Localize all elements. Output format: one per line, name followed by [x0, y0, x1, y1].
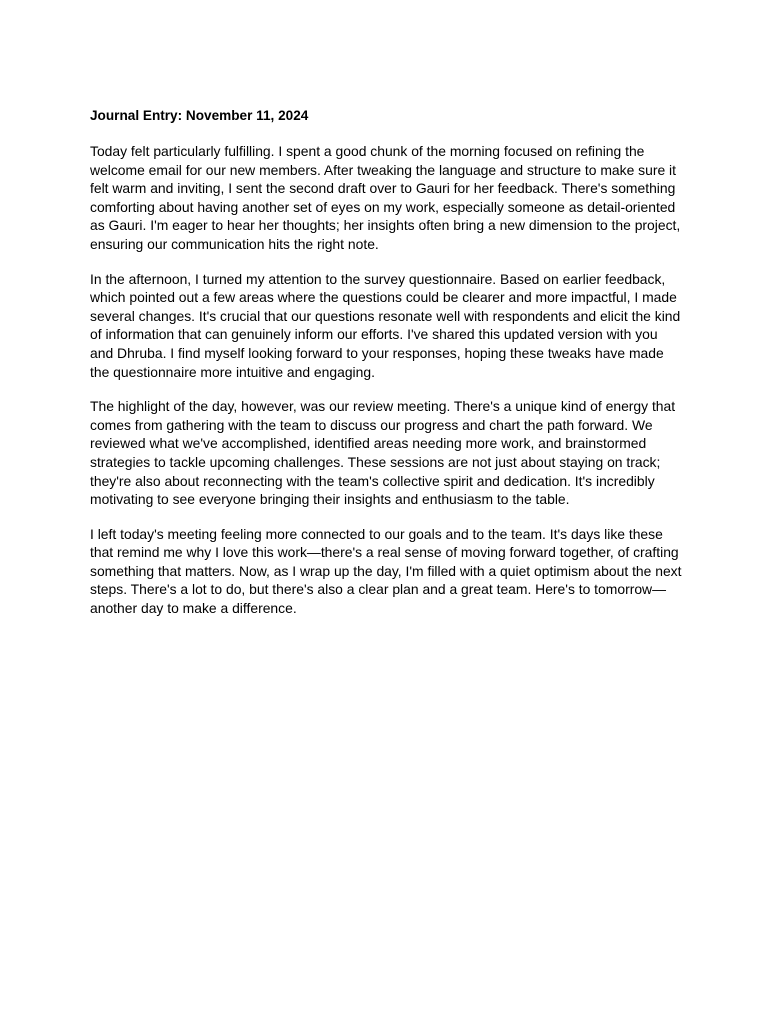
- paragraph-reflection: I left today's meeting feeling more connected to our goals and to the team. It's days like these that remind me why I love this work—there's a real sense of moving forward together, of crafting something that matters. Now, as I wrap up the day, I'm filled with a quiet optimism about the next steps. There's a lot to do, but there's also a clear plan and a great team. Here's to tomorrow—another day to make a difference.: [90, 525, 682, 617]
- paragraph-morning: Today felt particularly fulfilling. I spent a good chunk of the morning focused on refining the welcome email for our new members. After tweaking the language and structure to make sure it felt warm and inviting, I sent the second draft over to Gauri for her feedback. There's something comforting about having another set of eyes on my work, especially someone as detail-oriented as Gauri. I'm eager to hear her thoughts; her insights often bring a new dimension to the project, ensuring our communication hits the right note.: [90, 143, 681, 252]
- journal-title: Journal Entry: November 11, 2024: [90, 108, 309, 123]
- document-page: [90, 107, 682, 634]
- paragraph-afternoon: In the afternoon, I turned my attention to the survey questionnaire. Based on earlier feedback, which pointed out a few areas where the questions could be clearer and more impactful, I made several changes. It's crucial that our questions resonate well with respondents and elicit the kind of information that can genuinely inform our efforts. I've shared this updated version with you and Dhruba. I find myself looking forward to your responses, hoping these tweaks have made the questionnaire more intuitive and engaging.: [90, 270, 681, 380]
- paragraph-review-meeting: The highlight of the day, however, was our review meeting. There's a unique kind of energy that comes from gathering with the team to discuss our progress and chart the path forward. We reviewed what we've accomplished, identified areas needing more work, and brainstormed strategies to tackle upcoming challenges. These sessions are not just about staying on track; they're also about reconnecting with the team's collective spirit and dedication. It's incredibly motivating to see everyone bringing their insights and enthusiasm to the table.: [90, 398, 676, 508]
